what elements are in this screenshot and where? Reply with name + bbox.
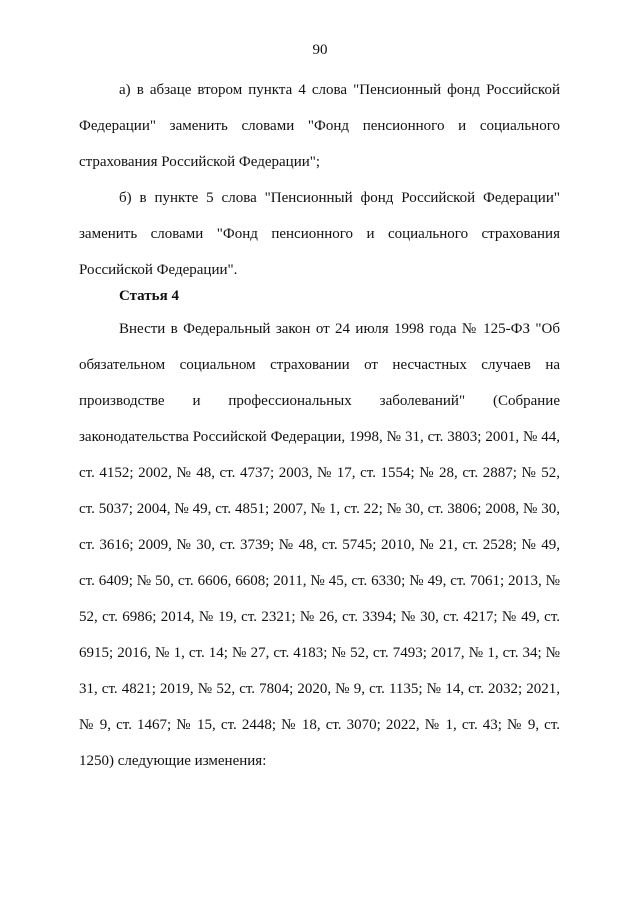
paragraph-item-b: б) в пункте 5 слова "Пенсионный фонд Российской Федерации" заменить словами "Фонд пенсионного и социального страхования Российской Федерации". xyxy=(79,190,560,278)
page-number: 90 xyxy=(312,42,328,58)
paragraph-item-a: а) в абзаце втором пункта 4 слова "Пенсионный фонд Российской Федерации" заменить словами "Фонд пенсионного и социального страхования Российской Федерации"; xyxy=(79,82,560,170)
article-paragraph: Внести в Федеральный закон от 24 июля 1998 года № 125-ФЗ "Об обязательном социальном страховании от несчастных случаев на производстве и профессиональных заболеваний" (Собрание законодательства Российской Федерации, 1998, № 31, ст. 3803; 2001, № 44, ст. 4152; 2002, № 48, ст. 4737; 2003, № 17, ст. 1554; № 28, ст. 2887; № 52, ст. 5037; 2004, № 49, ст. 4851; 2007, № 1, ст. 22; № 30, ст. 3806; 2008, № 30, ст. 3616; 2009, № 30, ст. 3739; № 48, ст. 5745; 2010, № 21, ст. 2528; № 49, ст. 6409; № 50, ст. 6606, 6608; 2011, № 45, ст. 6330; № 49, ст. 7061; 2013, № 52, ст. 6986; 2014, № 19, ст. 2321; № 26, ст. 3394; № 30, ст. 4217; № 49, ст. 6915; 2016, № 1, ст. 14; № 27, ст. 4183; № 52, ст. 7493; 2017, № 1, ст. 34; № 31, ст. 4821; 2019, № 52, ст. 7804; 2020, № 9, ст. 1135; № 14, ст. 2032; 2021, № 9, ст. 1467; № 15, ст. 2448; № 18, ст. 3070; 2022, № 1, ст. 43; № 9, ст. 1250) следующие изменения: xyxy=(79,321,560,769)
article-heading: Статья 4 xyxy=(119,288,179,304)
